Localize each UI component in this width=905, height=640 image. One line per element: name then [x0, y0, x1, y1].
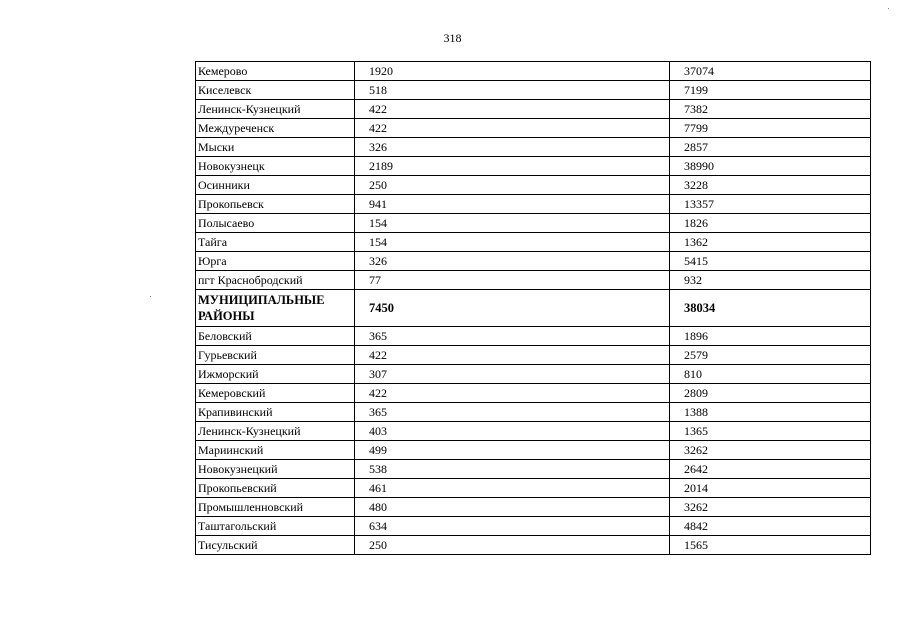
value-2-cell: 2857: [670, 138, 871, 157]
table-row: [196, 460, 871, 479]
value-2-cell: 4842: [670, 517, 871, 536]
scan-speck: [150, 296, 151, 297]
value-1-cell: 326: [355, 252, 670, 271]
table-row: [196, 479, 871, 498]
territory-name-cell: Кемерово: [196, 62, 355, 81]
table-row: [196, 384, 871, 403]
value-1-cell: 1920: [355, 62, 670, 81]
table-row: [196, 346, 871, 365]
value-2-cell: 1896: [670, 327, 871, 346]
value-2-cell: 3228: [670, 176, 871, 195]
value-1-cell: 326: [355, 138, 670, 157]
value-1-cell: 480: [355, 498, 670, 517]
value-1-cell: 941: [355, 195, 670, 214]
territory-name-cell: Ленинск-Кузнецкий: [196, 100, 355, 119]
data-table: [195, 61, 871, 555]
value-1-cell: 77: [355, 271, 670, 290]
value-2-cell: 5415: [670, 252, 871, 271]
territory-name-cell: Прокопьевский: [196, 479, 355, 498]
value-2-cell: 1826: [670, 214, 871, 233]
table-row: [196, 195, 871, 214]
table-row: [196, 119, 871, 138]
table-row: [196, 536, 871, 555]
value-2-cell: 2642: [670, 460, 871, 479]
territory-name-cell: Тайга: [196, 233, 355, 252]
value-1-cell: 250: [355, 536, 670, 555]
table-row: [196, 498, 871, 517]
table-row: [196, 214, 871, 233]
value-2-cell: 1365: [670, 422, 871, 441]
value-1-cell: 461: [355, 479, 670, 498]
value-1-cell: 422: [355, 384, 670, 403]
value-2-cell: 810: [670, 365, 871, 384]
value-2-cell: 7799: [670, 119, 871, 138]
table-row: [196, 252, 871, 271]
table-row: [196, 157, 871, 176]
table-row: [196, 81, 871, 100]
page-number: 318: [443, 31, 462, 45]
value-2-cell: 37074: [670, 62, 871, 81]
value-1-cell: 422: [355, 346, 670, 365]
territory-name-cell: Прокопьевск: [196, 195, 355, 214]
value-1-cell: 422: [355, 100, 670, 119]
value-2-cell: 38990: [670, 157, 871, 176]
value-1-cell: 154: [355, 233, 670, 252]
table-row: [196, 327, 871, 346]
territory-name-cell: Крапивинский: [196, 403, 355, 422]
territory-name-cell: Юрга: [196, 252, 355, 271]
territory-name-cell: Ленинск-Кузнецкий: [196, 422, 355, 441]
value-2-cell: 1565: [670, 536, 871, 555]
territory-name-cell: Мыски: [196, 138, 355, 157]
table-row: [196, 138, 871, 157]
value-2-cell: 38034: [670, 290, 871, 327]
territory-name-cell: Тисульский: [196, 536, 355, 555]
scan-speck: [888, 8, 889, 9]
territory-name-cell: Таштагольский: [196, 517, 355, 536]
value-1-cell: 518: [355, 81, 670, 100]
value-2-cell: 2579: [670, 346, 871, 365]
value-2-cell: 7382: [670, 100, 871, 119]
territory-name-cell: Кемеровский: [196, 384, 355, 403]
value-2-cell: 1388: [670, 403, 871, 422]
value-1-cell: 422: [355, 119, 670, 138]
territory-name-cell: Новокузнецкий: [196, 460, 355, 479]
value-1-cell: 365: [355, 403, 670, 422]
value-1-cell: 307: [355, 365, 670, 384]
territory-name-cell: Осинники: [196, 176, 355, 195]
table-row: [196, 271, 871, 290]
table-row: [196, 441, 871, 460]
value-2-cell: 2014: [670, 479, 871, 498]
table-body: [196, 62, 871, 555]
value-1-cell: 403: [355, 422, 670, 441]
value-2-cell: 13357: [670, 195, 871, 214]
table-row: [196, 233, 871, 252]
value-1-cell: 2189: [355, 157, 670, 176]
value-1-cell: 499: [355, 441, 670, 460]
territory-name-cell: Междуреченск: [196, 119, 355, 138]
territory-name-cell: Киселевск: [196, 81, 355, 100]
table-row: [196, 403, 871, 422]
section-header-row: [196, 290, 871, 327]
territory-name-cell: Беловский: [196, 327, 355, 346]
territory-name-cell: пгт Краснобродский: [196, 271, 355, 290]
territory-name-cell: Новокузнецк: [196, 157, 355, 176]
territory-name-cell: МУНИЦИПАЛЬНЫЕ РАЙОНЫ: [196, 290, 355, 327]
value-2-cell: 3262: [670, 498, 871, 517]
value-2-cell: 3262: [670, 441, 871, 460]
territory-name-cell: Полысаево: [196, 214, 355, 233]
table-row: [196, 62, 871, 81]
table-row: [196, 100, 871, 119]
territory-name-cell: Гурьевский: [196, 346, 355, 365]
table-row: [196, 422, 871, 441]
territory-name-cell: Ижморский: [196, 365, 355, 384]
value-1-cell: 634: [355, 517, 670, 536]
value-1-cell: 154: [355, 214, 670, 233]
value-1-cell: 538: [355, 460, 670, 479]
table-row: [196, 517, 871, 536]
value-2-cell: 7199: [670, 81, 871, 100]
value-2-cell: 1362: [670, 233, 871, 252]
value-2-cell: 2809: [670, 384, 871, 403]
territory-name-cell: Мариинский: [196, 441, 355, 460]
table-row: [196, 176, 871, 195]
territory-name-cell: Промышленновский: [196, 498, 355, 517]
value-2-cell: 932: [670, 271, 871, 290]
table-row: [196, 365, 871, 384]
value-1-cell: 365: [355, 327, 670, 346]
value-1-cell: 7450: [355, 290, 670, 327]
value-1-cell: 250: [355, 176, 670, 195]
